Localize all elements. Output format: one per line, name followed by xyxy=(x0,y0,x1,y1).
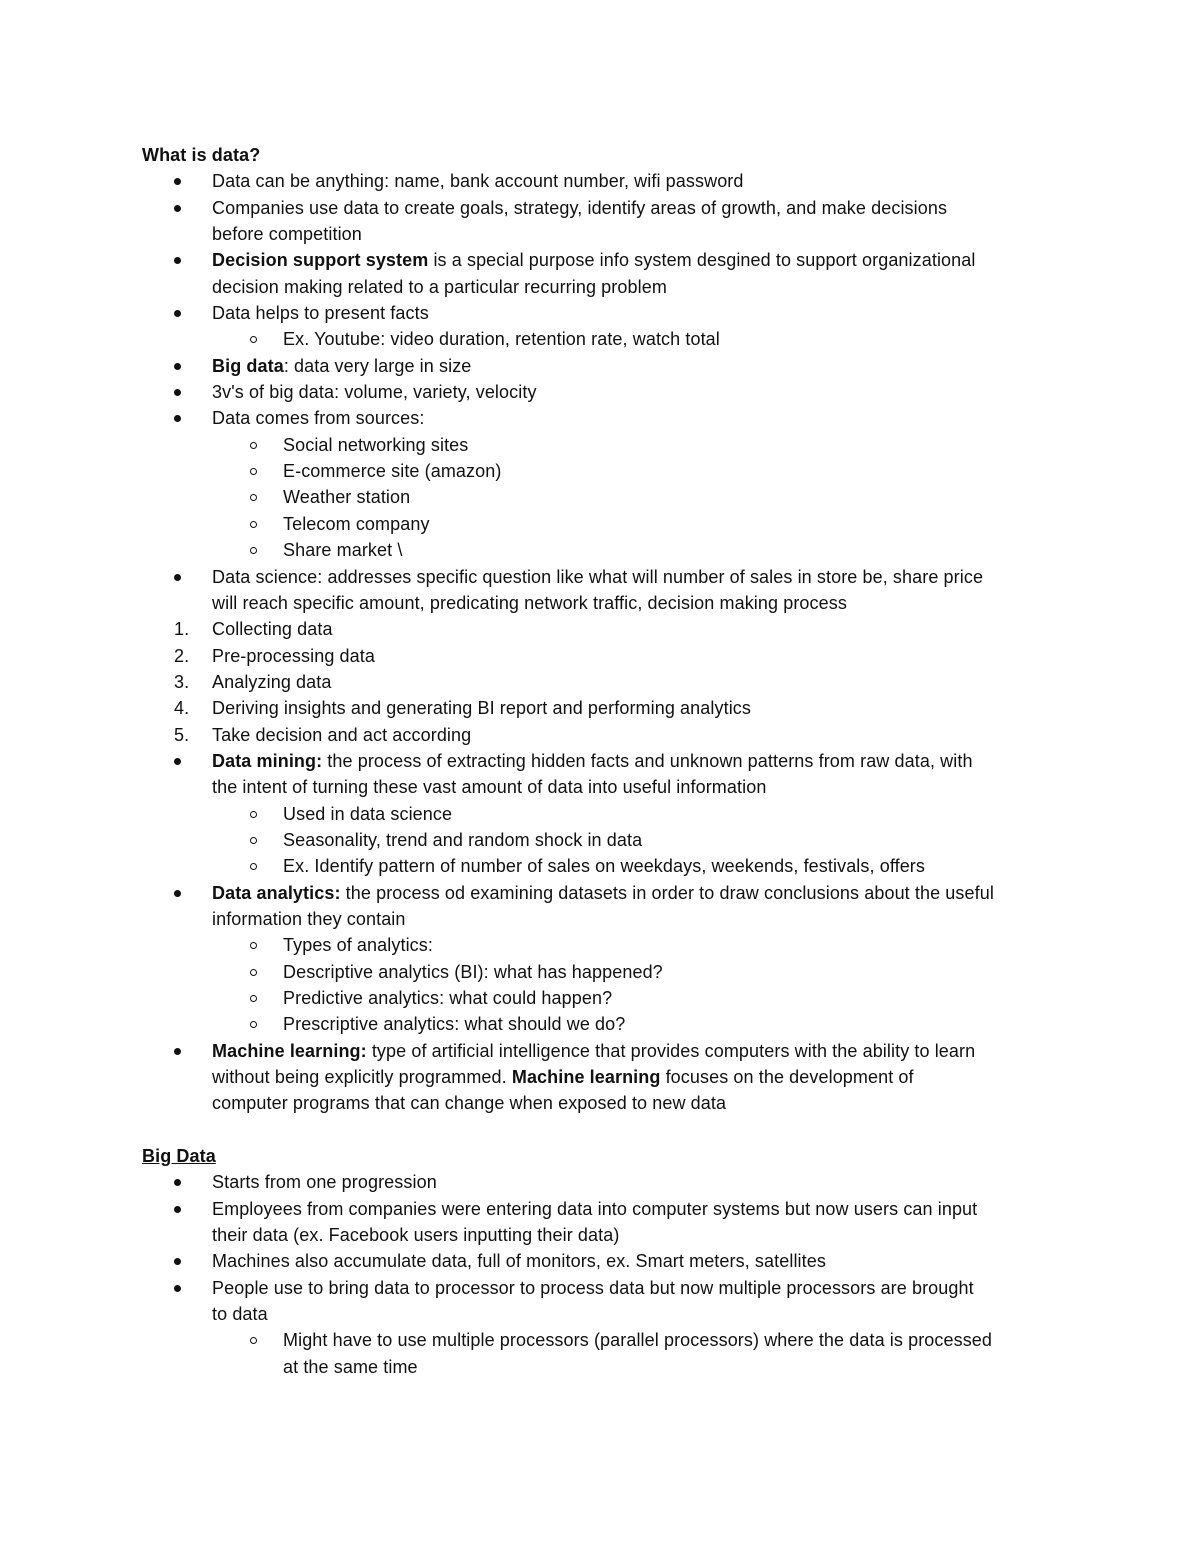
bullet-text: People use to bring data to processor to process data but now multiple processors are brought xyxy=(212,1278,974,1298)
sub-bullet-item xyxy=(0,985,1200,1011)
sub-bullet-item xyxy=(0,458,1200,484)
sub-bullet-item xyxy=(0,484,1200,510)
bullet-icon xyxy=(174,363,181,370)
bullet-item xyxy=(0,195,1200,221)
bullet-text: Employees from companies were entering data into computer systems but now users can input xyxy=(212,1199,978,1219)
numbered-item xyxy=(0,643,1200,669)
bullet-text: will reach specific amount, predicating network traffic, decision making process xyxy=(212,593,847,613)
sub-bullet-continuation xyxy=(0,1354,1200,1380)
term-bold: Data mining: xyxy=(212,751,323,771)
sub-bullet-text: Telecom company xyxy=(283,514,430,534)
sub-bullet-text: Social networking sites xyxy=(283,435,469,455)
bullet-continuation xyxy=(0,1222,1200,1248)
step-number: 3. xyxy=(174,672,190,692)
bullet-text: 3v's of big data: volume, variety, velocity xyxy=(212,382,537,402)
bullet-continuation xyxy=(0,590,1200,616)
step-text: Pre-processing data xyxy=(212,646,375,666)
circle-bullet-icon xyxy=(250,521,257,528)
bullet-item xyxy=(0,405,1200,431)
circle-bullet-icon xyxy=(250,811,257,818)
section-heading-big-data xyxy=(0,1143,1200,1169)
bullet-text: their data (ex. Facebook users inputting their data) xyxy=(212,1225,620,1245)
sub-bullet-item xyxy=(0,801,1200,827)
bullet-item xyxy=(0,247,1200,273)
bullet-item xyxy=(0,1038,1200,1064)
term-bold: Decision support system xyxy=(212,250,429,270)
step-text: Analyzing data xyxy=(212,672,332,692)
sub-bullet-text: Weather station xyxy=(283,487,411,507)
numbered-item xyxy=(0,695,1200,721)
circle-bullet-icon xyxy=(250,468,257,475)
bullet-continuation xyxy=(0,274,1200,300)
circle-bullet-icon xyxy=(250,336,257,343)
heading-text: What is data? xyxy=(142,145,261,165)
sub-bullet-item xyxy=(0,537,1200,563)
term-bold: Big data xyxy=(212,356,284,376)
bullet-text xyxy=(212,353,471,379)
bullet-item xyxy=(0,748,1200,774)
numbered-item xyxy=(0,722,1200,748)
heading-text: Big Data xyxy=(142,1146,216,1166)
step-number: 5. xyxy=(174,725,190,745)
term-definition: is a special purpose info system desgined to support organizational xyxy=(428,250,976,270)
term-bold: Machine learning xyxy=(511,1067,661,1087)
bullet-item xyxy=(0,300,1200,326)
sub-bullet-text: at the same time xyxy=(283,1357,418,1377)
term-definition: the process od examining datasets in order to draw conclusions about the useful xyxy=(340,883,994,903)
bullet-item xyxy=(0,1169,1200,1195)
step-text: Collecting data xyxy=(212,619,333,639)
sub-bullet-text: Used in data science xyxy=(283,804,453,824)
bullet-item xyxy=(0,379,1200,405)
bullet-icon xyxy=(174,310,181,317)
sub-bullet-item xyxy=(0,326,1200,352)
sub-bullet-item xyxy=(0,511,1200,537)
bullet-icon xyxy=(174,415,181,422)
bullet-continuation xyxy=(0,1301,1200,1327)
bullet-text xyxy=(212,748,973,774)
sub-bullet-text: Ex. Identify pattern of number of sales on weekdays, weekends, festivals, offers xyxy=(283,856,925,876)
bullet-icon xyxy=(174,758,181,765)
term-bold: Machine learning: xyxy=(212,1041,367,1061)
step-text: Deriving insights and generating BI report and performing analytics xyxy=(212,698,751,718)
sub-bullet-text: Prescriptive analytics: what should we do? xyxy=(283,1014,626,1034)
bullet-item xyxy=(0,564,1200,590)
bullet-text: decision making related to a particular recurring problem xyxy=(212,277,667,297)
bullet-icon xyxy=(174,1048,181,1055)
circle-bullet-icon xyxy=(250,494,257,501)
sub-bullet-item xyxy=(0,432,1200,458)
bullet-item xyxy=(0,880,1200,906)
bullet-continuation xyxy=(0,1064,1200,1090)
step-number: 4. xyxy=(174,698,190,718)
circle-bullet-icon xyxy=(250,969,257,976)
bullet-continuation xyxy=(0,774,1200,800)
section-heading-what-is-data xyxy=(0,142,1200,168)
bullet-continuation xyxy=(0,221,1200,247)
circle-bullet-icon xyxy=(250,442,257,449)
bullet-continuation xyxy=(0,906,1200,932)
bullet-text xyxy=(212,1038,975,1064)
sub-bullet-text: Ex. Youtube: video duration, retention rate, watch total xyxy=(283,329,720,349)
bullet-text: Data helps to present facts xyxy=(212,303,429,323)
numbered-item xyxy=(0,616,1200,642)
bullet-item xyxy=(0,168,1200,194)
bullet-text: computer programs that can change when exposed to new data xyxy=(212,1093,727,1113)
circle-bullet-icon xyxy=(250,863,257,870)
bullet-icon xyxy=(174,1206,181,1213)
bullet-icon xyxy=(174,574,181,581)
bullet-item xyxy=(0,1248,1200,1274)
circle-bullet-icon xyxy=(250,995,257,1002)
bullet-icon xyxy=(174,1258,181,1265)
bullet-text: Data can be anything: name, bank account number, wifi password xyxy=(212,171,744,191)
sub-bullet-item xyxy=(0,1011,1200,1037)
text-fragment: focuses on the development of xyxy=(660,1067,914,1087)
sub-bullet-text: Share market \ xyxy=(283,540,403,560)
sub-bullet-text: E-commerce site (amazon) xyxy=(283,461,502,481)
numbered-item xyxy=(0,669,1200,695)
sub-bullet-item xyxy=(0,932,1200,958)
bullet-item xyxy=(0,353,1200,379)
term-definition: the process of extracting hidden facts and unknown patterns from raw data, with xyxy=(322,751,973,771)
bullet-icon xyxy=(174,1179,181,1186)
sub-bullet-text: Types of analytics: xyxy=(283,935,433,955)
sub-bullet-item xyxy=(0,959,1200,985)
step-text: Take decision and act according xyxy=(212,725,472,745)
sub-bullet-text: Seasonality, trend and random shock in data xyxy=(283,830,643,850)
bullet-text xyxy=(212,247,975,273)
term-definition: : data very large in size xyxy=(283,356,472,376)
circle-bullet-icon xyxy=(250,837,257,844)
bullet-text xyxy=(212,1064,914,1090)
sub-bullet-text: Might have to use multiple processors (parallel processors) where the data is processed xyxy=(283,1330,993,1350)
bullet-text: Data comes from sources: xyxy=(212,408,425,428)
term-bold: Data analytics: xyxy=(212,883,341,903)
sub-bullet-item xyxy=(0,1327,1200,1353)
step-number: 1. xyxy=(174,619,190,639)
bullet-icon xyxy=(174,178,181,185)
bullet-text: Machines also accumulate data, full of monitors, ex. Smart meters, satellites xyxy=(212,1251,826,1271)
bullet-icon xyxy=(174,890,181,897)
sub-bullet-item xyxy=(0,853,1200,879)
circle-bullet-icon xyxy=(250,1021,257,1028)
sub-bullet-item xyxy=(0,827,1200,853)
step-number: 2. xyxy=(174,646,190,666)
bullet-text: before competition xyxy=(212,224,362,244)
bullet-text: Companies use data to create goals, strategy, identify areas of growth, and make decisions xyxy=(212,198,948,218)
bullet-icon xyxy=(174,205,181,212)
text-fragment: without being explicitly programmed. xyxy=(212,1067,512,1087)
bullet-text: Starts from one progression xyxy=(212,1172,437,1192)
bullet-text: information they contain xyxy=(212,909,406,929)
circle-bullet-icon xyxy=(250,547,257,554)
bullet-text: Data science: addresses specific question like what will number of sales in store be, share price xyxy=(212,567,984,587)
bullet-icon xyxy=(174,1285,181,1292)
bullet-item xyxy=(0,1275,1200,1301)
bullet-text xyxy=(212,880,994,906)
bullet-icon xyxy=(174,389,181,396)
term-definition: type of artificial intelligence that provides computers with the ability to learn xyxy=(366,1041,976,1061)
sub-bullet-text: Descriptive analytics (BI): what has happened? xyxy=(283,962,663,982)
circle-bullet-icon xyxy=(250,1337,257,1344)
bullet-item xyxy=(0,1196,1200,1222)
bullet-text: the intent of turning these vast amount of data into useful information xyxy=(212,777,767,797)
sub-bullet-text: Predictive analytics: what could happen? xyxy=(283,988,613,1008)
bullet-continuation xyxy=(0,1090,1200,1116)
circle-bullet-icon xyxy=(250,942,257,949)
bullet-text: to data xyxy=(212,1304,268,1324)
bullet-icon xyxy=(174,257,181,264)
